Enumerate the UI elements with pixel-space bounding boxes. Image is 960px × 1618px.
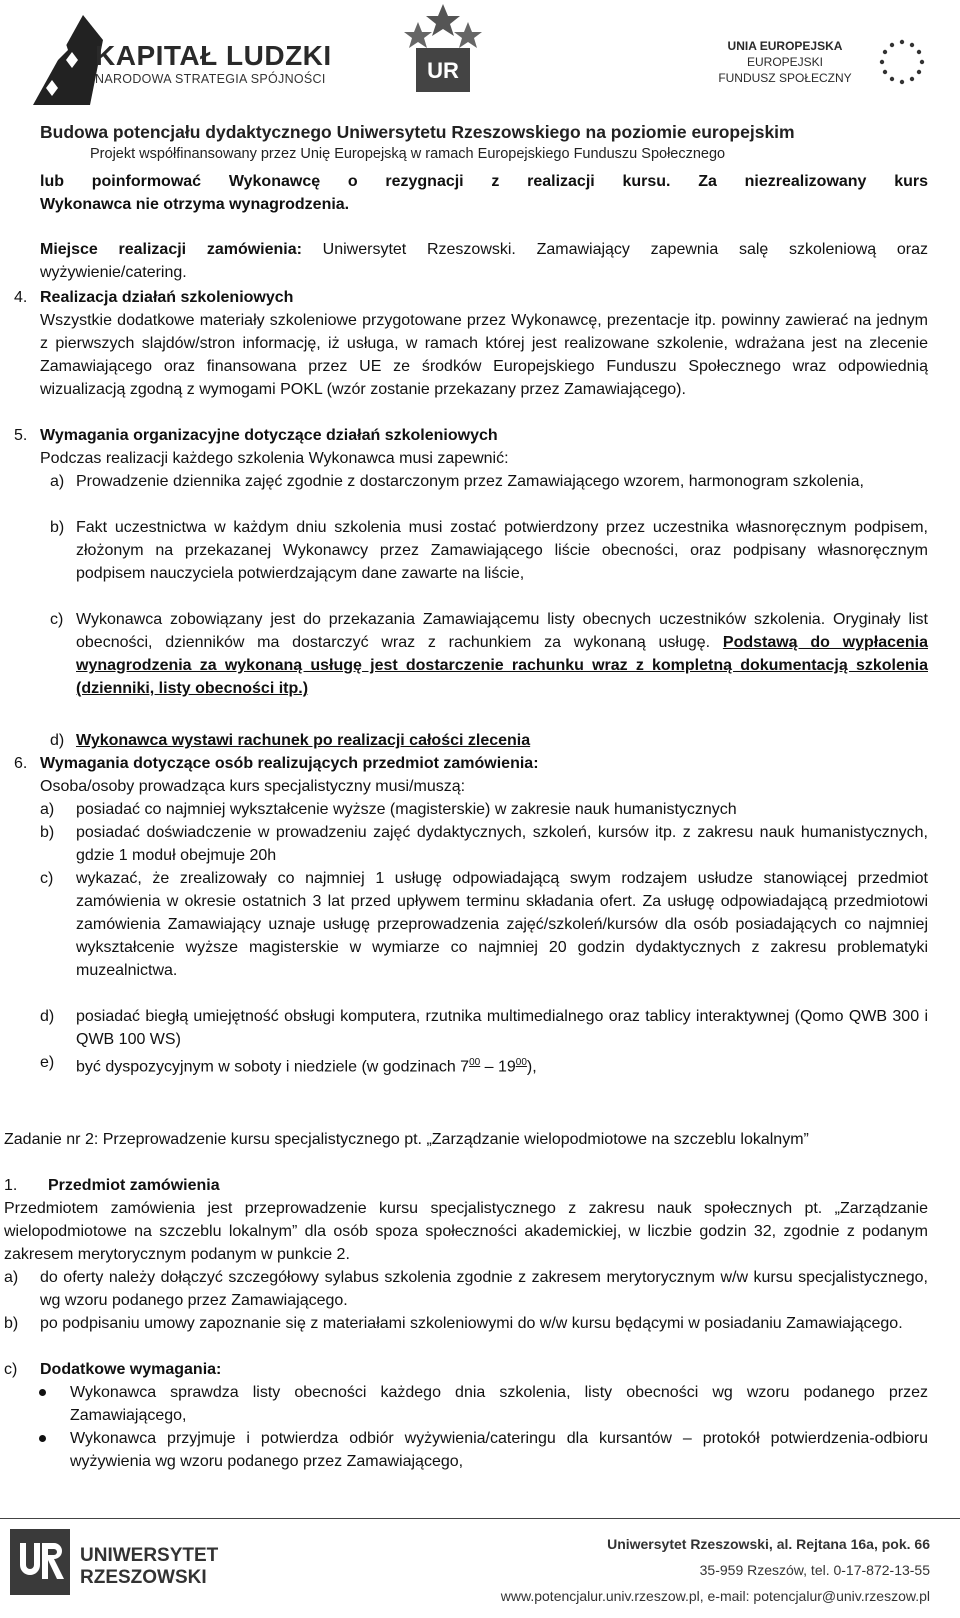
list-item: Wykonawca wystawi rachunek po realizacji całości zlecenia — [76, 732, 531, 749]
kapital-ludzki-subtitle: NARODOWA STRATEGIA SPÓJNOŚCI — [95, 72, 326, 86]
list-item: Fakt uczestnictwa w każdym dniu szkolenia musi zostać potwierdzony przez uczestnika własnoręcznym podpisem, złożonym na przekazanej Wykonawcy przez Zamawiającego liście obecności, oraz podpisany własnoręcznym podpisem nauczyciela potwierdzającym dane zawarte na liście, — [76, 519, 928, 582]
section-5-number: 5. — [14, 427, 28, 444]
list-label: c) — [40, 870, 54, 887]
list-label: e) — [40, 1054, 55, 1071]
paragraph-cancellation — [40, 170, 928, 216]
section-6-intro: Osoba/osoby prowadząca kurs specjalistyczny musi/muszą: — [40, 778, 466, 795]
section-5-intro: Podczas realizacji każdego szkolenia Wykonawca musi zapewnić: — [40, 450, 509, 467]
list-item: Dodatkowe wymagania: — [40, 1361, 222, 1378]
ur-logo-icon — [10, 1529, 70, 1595]
bullet-item: Wykonawca sprawdza listy obecności każdego dnia szkolenia, listy obecności wg wzoru podanego przez Zamawiającego, — [70, 1384, 928, 1424]
list-item-text: Wykonawca zobowiązany jest do przekazania Zamawiającemu listy obecnych uczestników szkolenia. Oryginały list obecności, dzienników ma dostarczyć wraz z rachunkiem za wykonaną usługę. — [76, 611, 928, 651]
list-label: a) — [4, 1269, 19, 1286]
ue-line-1: UNIA EUROPEJSKA — [727, 39, 843, 53]
hour-superscript: 00 — [515, 1057, 527, 1068]
list-item-text: ), — [526, 1058, 537, 1076]
section-6-title: Wymagania dotyczące osób realizujących przedmiot zamówienia: — [40, 755, 539, 772]
list-label: b) — [50, 519, 65, 536]
task-2-section-1-number: 1. — [4, 1177, 18, 1194]
page-header — [0, 0, 960, 172]
hour-superscript: 00 — [469, 1057, 481, 1068]
list-label: b) — [4, 1315, 19, 1332]
footer-address — [501, 1531, 930, 1609]
list-item: Prowadzenie dziennika zajęć zgodnie z dostarczonym przez Zamawiającego wzorem, harmonogram szkolenia, — [76, 473, 864, 490]
list-item: posiadać co najmniej wykształcenie wyższe (magisterskie) w zakresie nauk humanistycznych — [76, 801, 737, 818]
list-label: d) — [40, 1008, 55, 1025]
footer-web-email-line[interactable]: www.potencjalur.univ.rzeszow.pl, e-mail: potencjalur@univ.rzeszow.pl — [500, 1588, 930, 1604]
bullet-item: Wykonawca przyjmuje i potwierdza odbiór wyżywienia/cateringu dla kursantów – protokół potwierdzenia-odbioru wyżywienia wg wzoru podanego przez Zamawiającego, — [70, 1430, 928, 1470]
paragraph-line: Wykonawca nie otrzyma wynagrodzenia. — [40, 196, 350, 213]
ur-crest-text: UR — [427, 58, 459, 83]
list-item: posiadać doświadczenie w prowadzeniu zajęć dydaktycznych, szkoleń, kursów itp. z zakresu nauk humanistycznych, gdzie 1 moduł obejmuje 20h — [76, 824, 928, 864]
location-text: Uniwersytet Rzeszowski. Zamawiający zapewnia salę szkoleniową oraz wyżywienie/catering. — [40, 241, 928, 281]
bullet-icon — [39, 1389, 46, 1396]
project-title: Budowa potencjału dydaktycznego Uniwersytetu Rzeszowskiego na poziomie europejskim — [40, 122, 795, 142]
list-label: a) — [40, 801, 55, 818]
ue-text-block — [700, 38, 870, 86]
kapital-ludzki-title: KAPITAŁ LUDZKI — [95, 40, 332, 71]
list-label: c) — [50, 611, 64, 628]
university-name — [80, 1545, 218, 1589]
paragraph-line: lub poinformować Wykonawcę o rezygnacji z realizacji kursu. Za niezrealizowany kurs — [40, 173, 928, 190]
list-label: d) — [50, 732, 65, 749]
list-item: do oferty należy dołączyć szczegółowy sylabus szkolenia zgodnie z zakresem merytorycznym w/w kursu specjalistycznego, wg wzoru podanego przez Zamawiającego. — [40, 1269, 928, 1309]
list-item — [76, 1051, 537, 1078]
university-name-line: UNIWERSYTET — [80, 1545, 219, 1566]
footer-address-line: Uniwersytet Rzeszowski, al. Rejtana 16a, pok. 66 — [607, 1536, 930, 1552]
eu-flag-icon — [870, 36, 934, 88]
payment-condition-text: Podstawą do wypłacenia wynagrodzenia za wykonaną usługę jest dostarczenie rachunku wraz z kompletną dokumentacją szkolenia (dzienniki, listy obecności itp.) — [76, 634, 929, 697]
section-6-number: 6. — [14, 755, 28, 772]
section-4-title: Realizacja działań szkoleniowych — [40, 289, 294, 306]
task-2-section-1-title: Przedmiot zamówienia — [48, 1177, 220, 1194]
footer-phone-line: 35-959 Rzeszów, tel. 0-17-872-13-55 — [699, 1562, 930, 1578]
list-item: posiadać biegłą umiejętność obsługi komputera, rzutnika multimedialnego oraz tablicy interaktywnej (Qomo QWB 300 i QWB 100 WS) — [76, 1008, 928, 1048]
list-label: c) — [4, 1361, 18, 1378]
project-subtitle: Projekt współfinansowany przez Unię Europejską w ramach Europejskiego Funduszu Społecznego — [90, 146, 726, 162]
bullet-icon — [39, 1435, 46, 1442]
location-label: Miejsce realizacji zamówienia: — [40, 241, 302, 258]
task-2-heading: Zadanie nr 2: Przeprowadzenie kursu specjalistycznego pt. „Zarządzanie wielopodmiotowe na szczeblu lokalnym” — [4, 1131, 809, 1148]
page-footer — [0, 1518, 960, 1618]
list-label: a) — [50, 473, 65, 490]
ur-crest-icon — [398, 2, 488, 102]
ue-line-2: EUROPEJSKI — [746, 55, 824, 69]
list-item — [76, 608, 928, 700]
list-label: b) — [40, 824, 55, 841]
section-4-text: Wszystkie dodatkowe materiały szkoleniowe przygotowane przez Wykonawcę, prezentacje itp. powinny zawierać na jednym z pierwszych slajdów/stron informację, iż usługa, w ramach której jest realizowane szkolenie, wdrażana jest na zlecenie Zamawiającego oraz finansowana przez UE ze środków Europejskiego Funduszu Społecznego wraz odpowiednią wizualizacją zgodną z wymogami POKL (wzór zostanie przekazany przez Zamawiającego). — [40, 312, 928, 398]
list-item: wykazać, że zrealizowały co najmniej 1 usługę odpowiadającą swym rodzajem usłudze stanowiącej przedmiot zamówienia w okresie ostatnich 3 lat przed upływem terminu składania ofert. Za usługę odpowiadającą przedmiotowi zamówienia Zamawiający uznaje usługę przeprowadzenia zajęć/szkoleń/kursów dla osób posiadających co najmniej wykształcenie wyższe magisterskie w wymiarze co najmniej 20 godzin dydaktycznych z zakresu problematyki muzealnictwa. — [76, 870, 928, 979]
list-item: po podpisaniu umowy zapoznanie się z materiałami szkoleniowymi do w/w kursu będącymi w posiadaniu Zamawiającego. — [40, 1315, 903, 1332]
university-name-line: RZESZOWSKI — [80, 1567, 207, 1588]
task-2-section-1-text: Przedmiotem zamówienia jest przeprowadzenie kursu specjalistycznego z zakresu nauk społecznych pt. „Zarządzanie wielopodmiotowe na szczeblu lokalnym” dla osób spoza społeczności akademickiej, w liczbie godzin 32, zgodnie z podanym zakresem merytorycznym podanym w punkcie 2. — [4, 1200, 928, 1263]
ue-line-3: FUNDUSZ SPOŁECZNY — [718, 71, 852, 85]
list-item-text: być dyspozycyjnym w soboty i niedziele (w godzinach 7 — [76, 1058, 470, 1076]
paragraph-location — [40, 238, 928, 284]
list-item-text: – 19 — [480, 1058, 516, 1076]
section-4-number: 4. — [14, 289, 28, 306]
section-5-title: Wymagania organizacyjne dotyczące działań szkoleniowych — [40, 427, 498, 444]
